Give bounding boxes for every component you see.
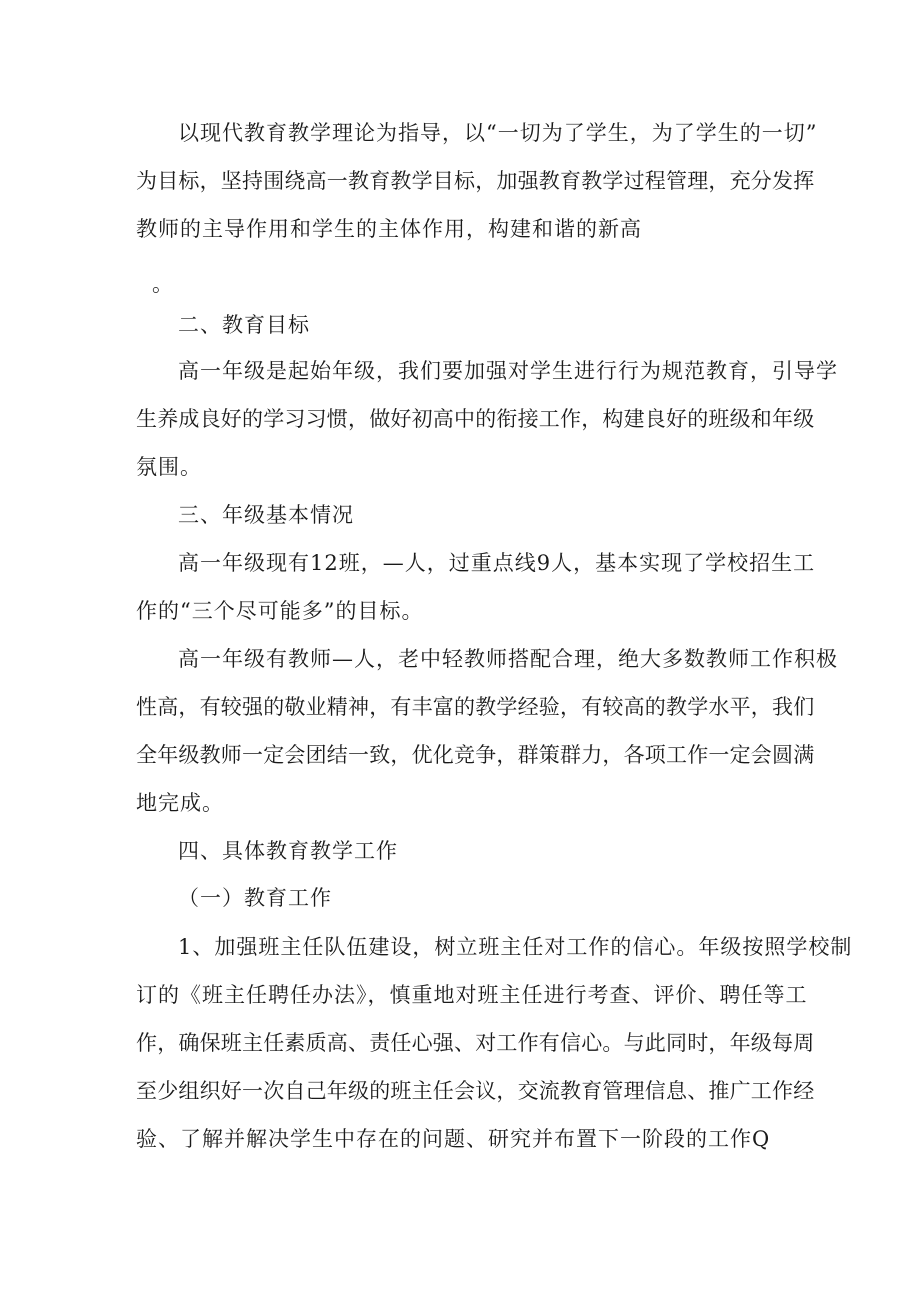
- subsection-heading-1: （一）教育工作: [178, 886, 332, 910]
- paragraph-5-line-3: 作，确保班主任素质高、责任心强、对工作有信心。与此同时，年级每周: [136, 1031, 815, 1055]
- paragraph-4-line-3: 全年级教师一定会团结一致，优化竞争，群策群力，各项工作一定会圆满: [136, 743, 815, 767]
- paragraph-5-line-1: 1、加强班主任队伍建设，树立班主任对工作的信心。年级按照学校制: [178, 935, 853, 959]
- section-heading-4: 四、具体教育教学工作: [178, 839, 398, 863]
- paragraph-2-line-2: 生养成良好的学习习惯，做好初高中的衔接工作，构建良好的班级和年级: [136, 407, 815, 431]
- paragraph-1-end-mark: 。: [152, 272, 174, 296]
- paragraph-5-line-5: 验、了解并解决学生中存在的问题、研究并布置下一阶段的工作Q: [136, 1127, 771, 1151]
- paragraph-2-line-3: 氛围。: [136, 455, 202, 479]
- paragraph-2-line-1: 高一年级是起始年级，我们要加强对学生进行行为规范教育，引导学: [178, 359, 838, 383]
- paragraph-1-line-3: 教师的主导作用和学生的主体作用，构建和谐的新高: [136, 217, 642, 241]
- section-heading-2: 二、教育目标: [178, 313, 310, 337]
- paragraph-3-line-2: 作的“三个尽可能多”的目标。: [136, 599, 424, 623]
- paragraph-5-line-2: 订的《班主任聘任办法》，慎重地对班主任进行考查、评价、聘任等工: [136, 983, 808, 1007]
- paragraph-4-line-1: 高一年级有教师—人，老中轻教师搭配合理，绝大多数教师工作积极: [178, 647, 838, 671]
- paragraph-4-line-2: 性高，有较强的敬业精神，有丰富的教学经验，有较高的教学水平，我们: [136, 695, 815, 719]
- paragraph-1-line-1: 以现代教育教学理论为指导，以“一切为了学生，为了学生的一切”: [178, 121, 818, 145]
- section-heading-3: 三、年级基本情况: [178, 503, 354, 527]
- paragraph-3-line-1: 高一年级现有12班，—人，过重点线9人，基本实现了学校招生工: [178, 551, 816, 575]
- paragraph-5-line-4: 至少组织好一次自己年级的班主任会议，交流教育管理信息、推广工作经: [136, 1079, 815, 1103]
- paragraph-4-line-4: 地完成。: [136, 791, 224, 815]
- paragraph-1-line-2: 为目标，坚持围绕高一教育教学目标，加强教育教学过程管理，充分发挥: [136, 169, 815, 193]
